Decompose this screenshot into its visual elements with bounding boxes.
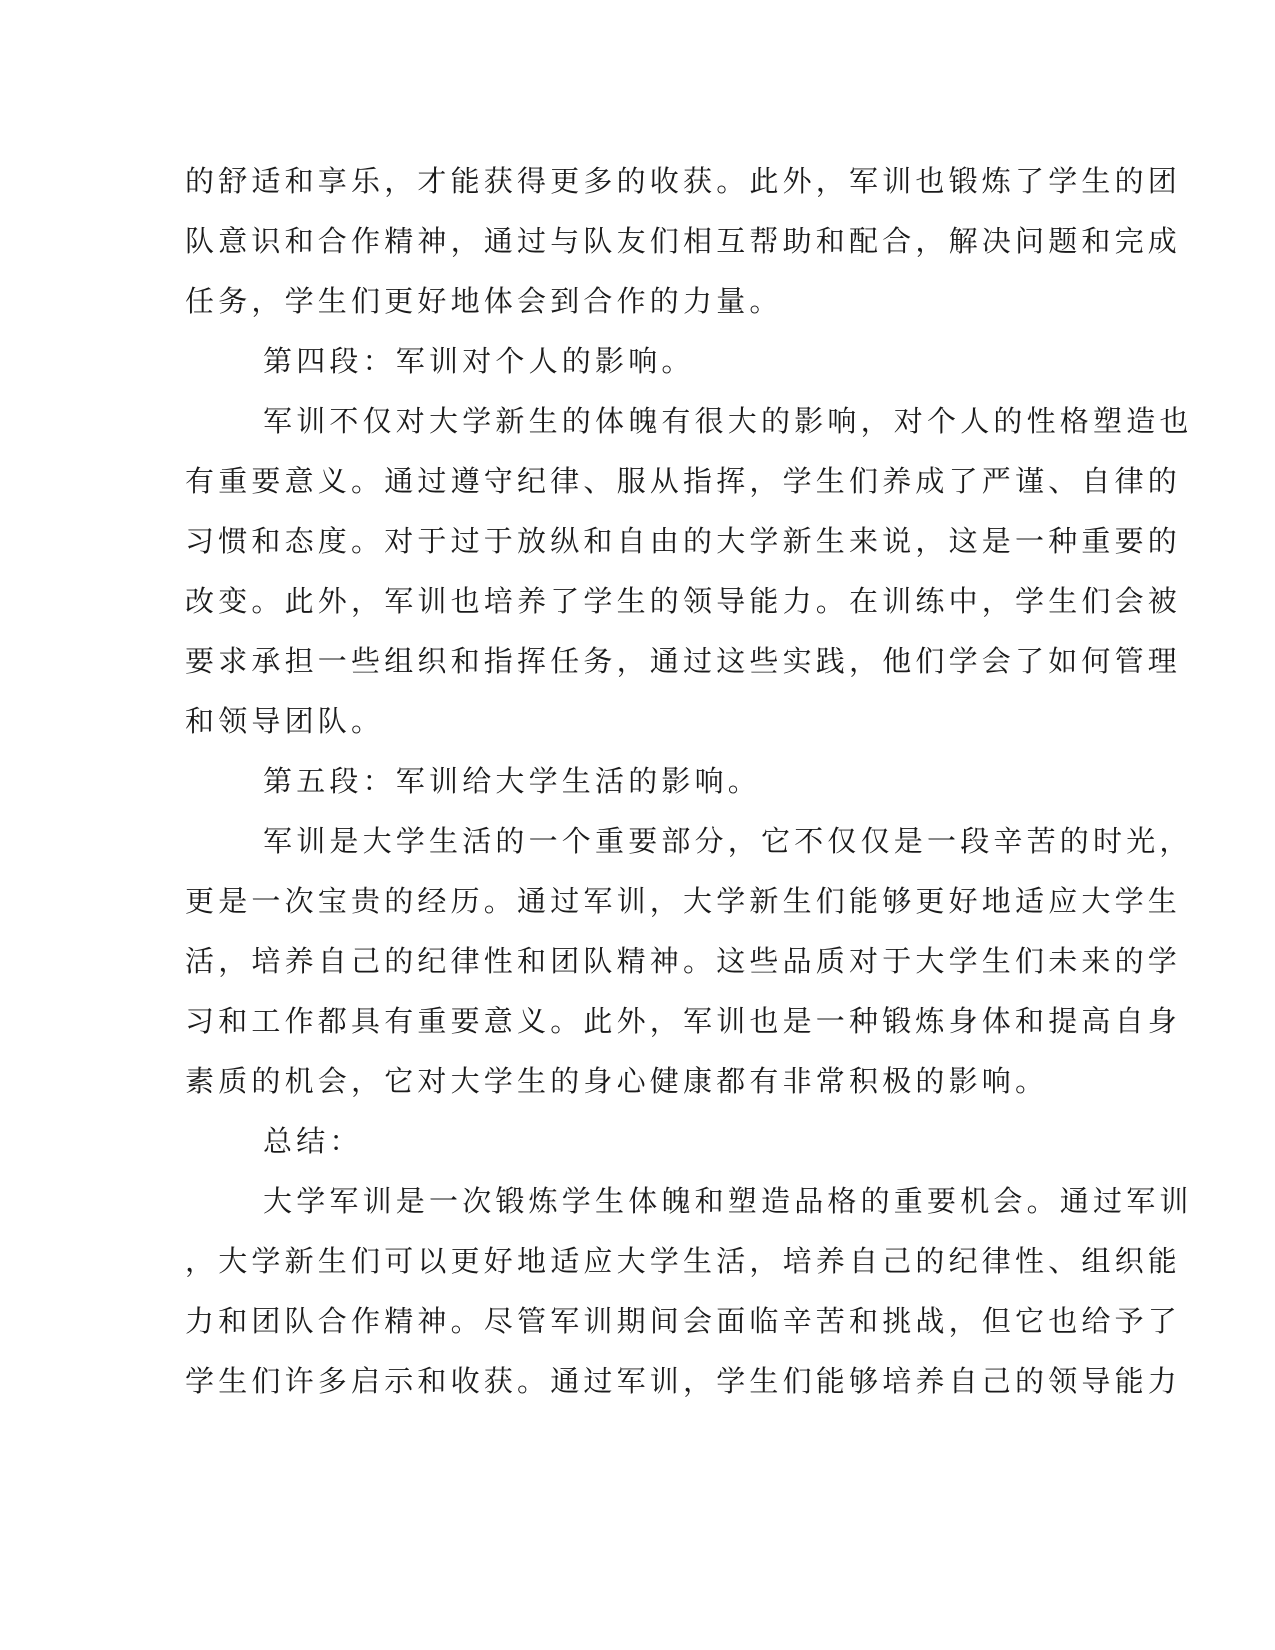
text-line: 军训是大学生活的一个重要部分，它不仅仅是一段辛苦的时光，	[263, 824, 1193, 858]
text-line: 要求承担一些组织和指挥任务，通过这些实践，他们学会了如何管理	[185, 644, 1182, 678]
text-line: 改变。此外，军训也培养了学生的领导能力。在训练中，学生们会被	[185, 584, 1182, 618]
text-line: 的舒适和享乐，才能获得更多的收获。此外，军训也锻炼了学生的团	[185, 164, 1182, 198]
text-line: 习和工作都具有重要意义。此外，军训也是一种锻炼身体和提高自身	[185, 1004, 1182, 1038]
text-line: 任务，学生们更好地体会到合作的力量。	[185, 284, 783, 318]
text-line: 活，培养自己的纪律性和团队精神。这些品质对于大学生们未来的学	[185, 944, 1182, 978]
text-line: 学生们许多启示和收获。通过军训，学生们能够培养自己的领导能力	[185, 1364, 1182, 1398]
body-text	[185, 158, 1193, 1418]
section-heading: 总结：	[263, 1124, 363, 1158]
text-line: ，大学新生们可以更好地适应大学生活，培养自己的纪律性、组织能	[185, 1244, 1182, 1278]
text-line: 队意识和合作精神，通过与队友们相互帮助和配合，解决问题和完成	[185, 224, 1182, 258]
section-heading: 第五段：军训给大学生活的影响。	[263, 764, 762, 798]
text-line: 军训不仅对大学新生的体魄有很大的影响，对个人的性格塑造也	[263, 404, 1193, 438]
text-line: 素质的机会，它对大学生的身心健康都有非常积极的影响。	[185, 1064, 1049, 1098]
text-line: 习惯和态度。对于过于放纵和自由的大学新生来说，这是一种重要的	[185, 524, 1182, 558]
section-heading: 第四段：军训对个人的影响。	[263, 344, 695, 378]
text-line: 大学军训是一次锻炼学生体魄和塑造品格的重要机会。通过军训	[263, 1184, 1193, 1218]
text-line: 有重要意义。通过遵守纪律、服从指挥，学生们养成了严谨、自律的	[185, 464, 1182, 498]
text-line: 更是一次宝贵的经历。通过军训，大学新生们能够更好地适应大学生	[185, 884, 1182, 918]
text-line: 和领导团队。	[185, 704, 385, 738]
text-line: 力和团队合作精神。尽管军训期间会面临辛苦和挑战，但它也给予了	[185, 1304, 1182, 1338]
